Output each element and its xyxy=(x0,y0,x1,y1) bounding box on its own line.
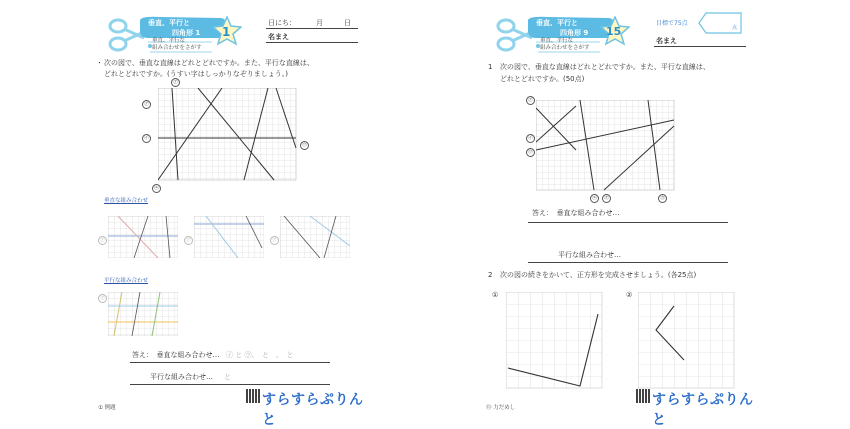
worksheet-subtitle-line2: 組み合わせをさがす xyxy=(540,45,590,51)
worksheet-page-right xyxy=(478,0,763,428)
q2-text: 次の図の続きをかいて、正方形を完成させましょう。(各25点) xyxy=(500,271,697,279)
label-circle-o: ㋔ xyxy=(603,195,609,201)
worksheet-title-line2: 四角形 9 xyxy=(560,29,589,37)
date-underline xyxy=(266,28,358,29)
q2-figure2-label: ② xyxy=(626,291,633,299)
q1-number: 1 xyxy=(488,63,493,71)
label-circle-a: ㋐ xyxy=(527,97,533,103)
q2-square-grid-1 xyxy=(506,292,604,390)
worksheet-title-line1: 垂直、平行と xyxy=(536,19,578,27)
name-label: 名まえ xyxy=(268,33,289,41)
label-circle-a: ㋐ xyxy=(172,79,178,85)
page-header xyxy=(90,8,375,58)
q1-answer-perpendicular-underline xyxy=(528,222,728,223)
footer-page-label: ⑮ 力だめし xyxy=(486,405,516,411)
perpendicular-example-grid-1 xyxy=(108,216,178,258)
worksheet-number: 15 xyxy=(606,25,622,38)
q1-line2: どれとどれですか。(50点) xyxy=(500,75,585,83)
label-circle-par: ㋐ xyxy=(99,295,105,301)
worksheet-page-left xyxy=(90,0,375,428)
label-circle-ex1: ㋐ xyxy=(99,237,105,243)
label-circle-u: ㋒ xyxy=(301,142,307,148)
name-label: 名まえ xyxy=(656,37,677,45)
goal-label: 目標で75点 xyxy=(656,20,688,27)
answer-parallel-value: と xyxy=(224,373,231,381)
label-circle-i: ㋑ xyxy=(143,135,149,141)
worksheet-subtitle-line1: 垂直、平行な xyxy=(152,38,186,44)
q2-number: 2 xyxy=(488,271,493,279)
month-label: 月 xyxy=(316,19,323,27)
perpendicular-example-grid-2 xyxy=(194,216,264,258)
footer-page-label: ① 例題 xyxy=(98,405,116,411)
worksheet-subtitle-line2: 組み合わせをさがす xyxy=(152,45,202,51)
page-header xyxy=(478,8,763,58)
q1-answer-perpendicular-label: 答え： 垂直な組み合わせ… xyxy=(532,209,620,217)
answer-parallel-label: 平行な組み合わせ… xyxy=(150,373,213,381)
main-line-grid-figure xyxy=(158,88,298,182)
label-circle-ex2: ㋐ xyxy=(185,237,191,243)
q1-line1: 次の図で、垂直な直線はどれとどれですか。また、平行な直線は、 xyxy=(500,63,710,71)
label-circle-u: ㋒ xyxy=(527,149,533,155)
answer-perpendicular-value: ㋑ と ㋒、 と 、 と xyxy=(226,351,294,359)
parallel-example-grid xyxy=(108,292,178,336)
label-circle-ex3: ㋐ xyxy=(271,237,277,243)
section-perpendicular-heading: 垂直な組み合わせ xyxy=(104,198,149,204)
answer-perpendicular-label: 答え： 垂直な組み合わせ… xyxy=(132,351,220,359)
question-line2: どれとどれですか。(うすい字はしっかりなぞりましょう。) xyxy=(104,70,288,78)
brand-logo: すらすらぷりんと xyxy=(652,392,754,428)
worksheet-subtitle-line1: 垂直、平行な xyxy=(540,38,574,44)
name-underline xyxy=(266,42,358,43)
answer-perpendicular-underline xyxy=(130,362,330,363)
question-line1: 次の図で、垂直な直線はどれとどれですか。また、平行な直線は、 xyxy=(104,59,314,67)
q1-line-grid-figure xyxy=(536,100,676,192)
label-circle-a2: ㋐ xyxy=(143,101,149,107)
q2-square-grid-2 xyxy=(638,292,736,390)
q2-figure1-label: ① xyxy=(492,291,499,299)
worksheet-title-line1: 垂直、平行と xyxy=(148,19,190,27)
qr-code-icon xyxy=(636,389,650,403)
qr-code-icon xyxy=(246,389,260,403)
answer-parallel-underline xyxy=(130,384,330,385)
question-bullet: ・ xyxy=(96,59,103,67)
q1-answer-parallel-label: 平行な組み合わせ… xyxy=(558,251,621,259)
q1-answer-parallel-underline xyxy=(528,262,728,263)
score-label: 点 xyxy=(732,25,738,31)
worksheet-title-line2: 四角形 1 xyxy=(172,29,201,37)
date-label: 日にち： xyxy=(268,19,296,27)
label-circle-e: ㋓ xyxy=(591,195,597,201)
perpendicular-example-grid-3 xyxy=(280,216,350,258)
name-underline xyxy=(654,46,746,47)
brand-logo: すらすらぷりんと xyxy=(262,392,364,428)
day-label: 日 xyxy=(344,19,351,27)
label-circle-i: ㋑ xyxy=(527,135,533,141)
label-circle-e: ㋓ xyxy=(153,185,159,191)
section-parallel-heading: 平行な組み合わせ xyxy=(104,278,149,284)
worksheet-number: 1 xyxy=(222,25,231,39)
label-circle-ka: ㋕ xyxy=(659,195,665,201)
